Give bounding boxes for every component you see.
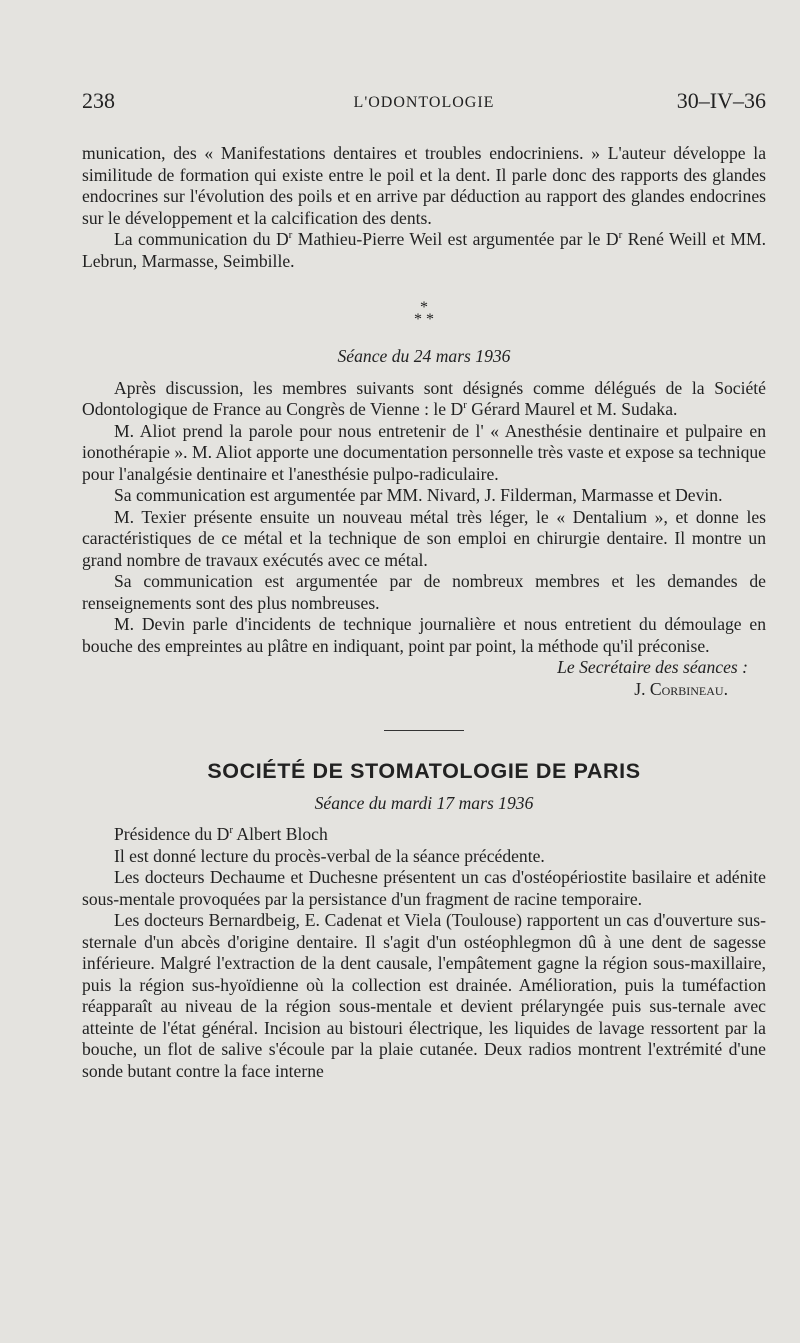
session-heading: Séance du 24 mars 1936: [337, 346, 511, 366]
running-header: [82, 88, 766, 122]
page-body: [82, 143, 766, 1082]
superscript: r: [463, 399, 467, 412]
issue-date: 30–IV–36: [676, 88, 766, 113]
text-run: Albert Bloch: [232, 824, 328, 844]
text-run: La communication du D: [114, 229, 289, 249]
asterism-top: *: [420, 299, 428, 316]
paragraph: M. Devin parle d'incidents de technique journalière et nous entretient du démoulage en bouche des empreintes au plâtre en indiquant, point par point, la méthode qu'il préconise.: [82, 614, 766, 656]
paragraph: Sa communication est argumentée par MM. Nivard, J. Filderman, Marmasse et Devin.: [114, 485, 723, 505]
text-run: Présidence du D: [114, 824, 230, 844]
superscript: r: [618, 229, 623, 242]
session-heading: Séance du mardi 17 mars 1936: [314, 792, 534, 813]
section-title: SOCIÉTÉ DE STOMATOLOGIE DE PARIS: [207, 759, 641, 783]
asterism-bottom: * *: [414, 311, 434, 328]
signature-name: J. Corbineau.: [634, 678, 728, 699]
paragraph: [82, 378, 766, 421]
asterism: [82, 299, 766, 328]
section-divider: [384, 730, 464, 731]
text-run: Après discussion, les membres suivants sont désignés comme délégués de la Société Odontologique de France au Congrès de Vienne : le D: [82, 377, 766, 419]
paragraph: munication, des « Manifestations dentaires et troubles endocriniens. » L'auteur développe la similitude de formation qui existe entre le poil et la dent. Il parle donc des rapports des glandes endocrines sur l'évolution des poils et en arrive par déduction au rapport des glandes endocrines sur le développement et la calcification des dents.: [82, 143, 766, 228]
paragraph: [82, 229, 766, 272]
superscript: r: [288, 229, 293, 242]
text-run: Gérard Maurel et M. Sudaka.: [466, 399, 678, 419]
page-number: 238: [82, 88, 115, 113]
paragraph: [82, 824, 766, 846]
signature-role: Le Secrétaire des séances :: [557, 657, 748, 677]
journal-title: L'ODONTOLOGIE: [353, 94, 495, 111]
paragraph: Les docteurs Dechaume et Duchesne présentent un cas d'ostéopériostite basilaire et adénite sous-mentale provoquées par la persistance d'un fragment de racine temporaire.: [82, 867, 766, 909]
paragraph: M. Texier présente ensuite un nouveau métal très léger, le « Dentalium », et donne les caractéristiques de ce métal et la technique de son emploi en chirurgie dentaire. Il montre un grand nombre de travaux exécutés avec ce métal.: [82, 506, 766, 570]
text-run: René Weill et MM. Lebrun, Marmasse, Seimbille.: [82, 229, 767, 271]
paragraph: Sa communication est argumentée par de nombreux membres et les demandes de renseignements sont des plus nombreuses.: [82, 571, 766, 613]
paragraph: M. Aliot prend la parole pour nous entretenir de l' « Anesthésie dentinaire et pulpaire en ionothérapie ». M. Aliot apporte une documentation personnelle très vaste et expose sa technique pour l'analgésie dentinaire et l'anesthésie pulpo-radiculaire.: [82, 420, 766, 484]
paragraph: Il est donné lecture du procès-verbal de la séance précédente.: [114, 845, 545, 866]
paragraph: Les docteurs Bernardbeig, E. Cadenat et Viela (Toulouse) rapportent un cas d'ouverture sus-sternale d'un abcès d'origine dentaire. Il s'agit d'un ostéophlegmon dû à une dent de sagesse inférieure. Malgré l'extraction de la dent causale, l'empâtement gagne la région sous-maxillaire, puis la région sus-hyoïdienne où la collection est drainée. Amélioration, puis la tuméfaction réapparaît au niveau de la région sous-mentale et devient prélaryngée puis sus-ternale avec atteinte de l'état général. Incision au bistouri électrique, les liquides de lavage ressortent par la bouche, un flot de salive s'écoule par la plaie cutanée. Deux radios montrent l'extrémité d'une sonde butant contre la face interne: [82, 910, 766, 1081]
text-run: Mathieu-Pierre Weil est argumentée par le D: [292, 229, 619, 249]
superscript: r: [229, 824, 233, 837]
